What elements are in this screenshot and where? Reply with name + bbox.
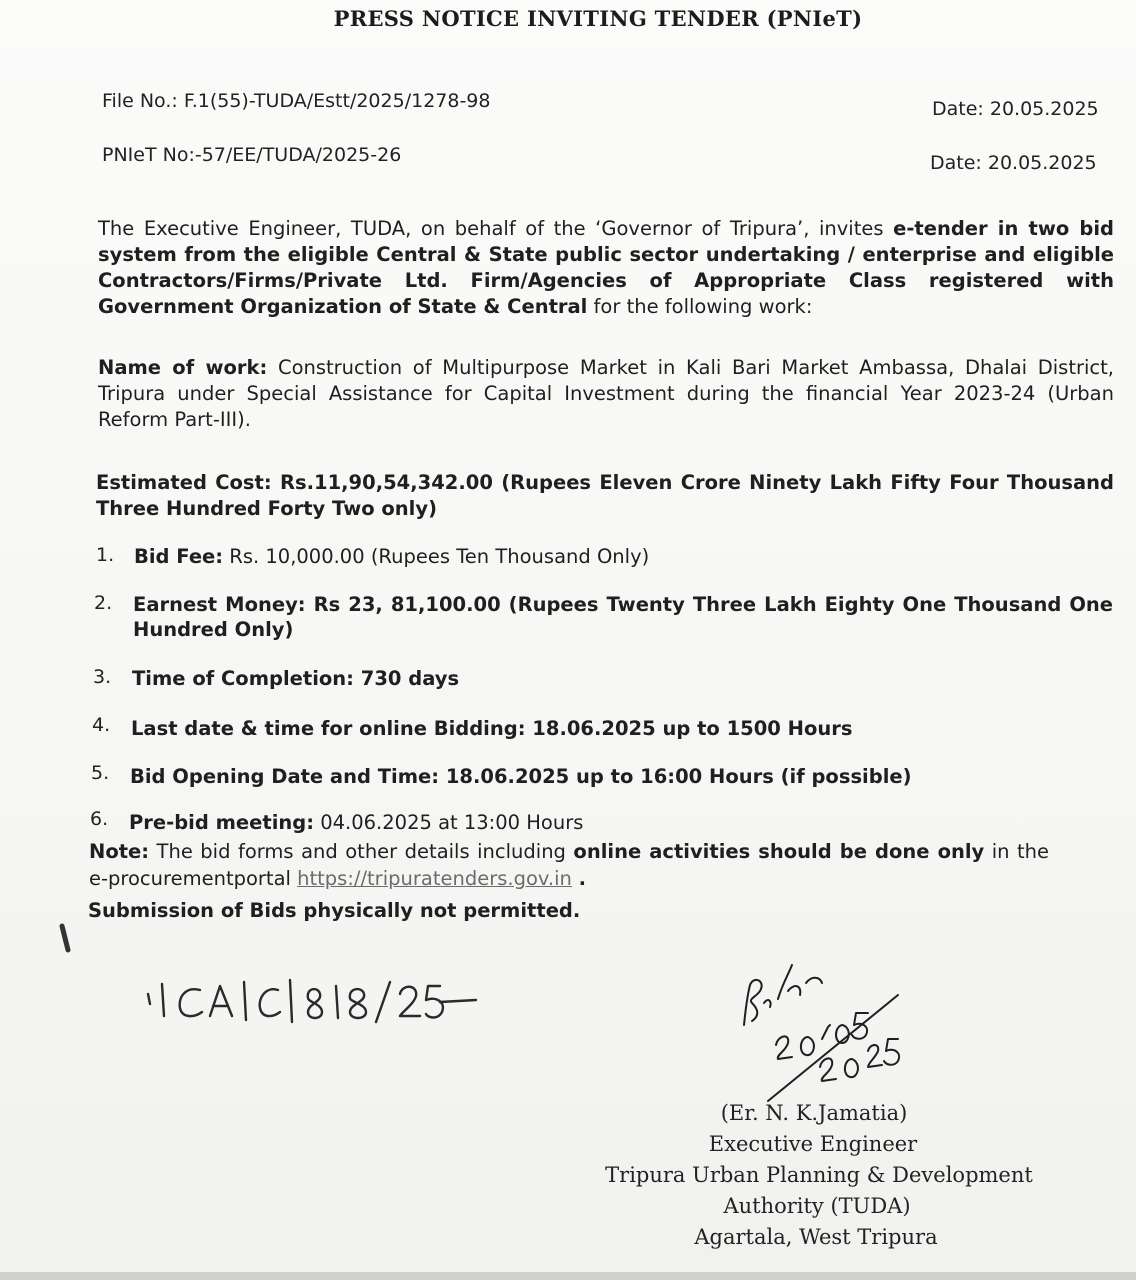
signatory-name: (Er. N. K.Jamatia) bbox=[720, 1101, 908, 1125]
note-bold-text: online activities should be done only bbox=[573, 840, 985, 863]
note-label: Note: bbox=[89, 840, 150, 863]
intro-text-end: for the following work: bbox=[587, 295, 813, 318]
item-number: 4. bbox=[92, 714, 111, 736]
cost-text: Rs.11,90,54,342.00 (Rupees Eleven Crore Ninety Lakh Fifty Four Thousand Three Hundred Forty Two only) bbox=[96, 471, 1114, 520]
signatory-designation: Executive Engineer bbox=[708, 1132, 918, 1156]
item-value: 730 days bbox=[353, 667, 460, 690]
bid-fee bbox=[134, 544, 1114, 569]
last-date-online-bidding bbox=[131, 716, 1111, 741]
item-value: Rs. 10,000.00 (Rupees Ten Thousand Only) bbox=[223, 545, 650, 568]
item-value: Rs 23, 81,100.00 (Rupees Twenty Three Lakh Eighty One Thousand One Hundred Only) bbox=[133, 593, 1114, 641]
handwritten-reference-number bbox=[140, 972, 500, 1032]
bid-opening-date bbox=[130, 764, 1110, 789]
notice-title: PRESS NOTICE INVITING TENDER (PNIeT) bbox=[333, 6, 863, 31]
note-end: . bbox=[571, 867, 587, 890]
item-value: 18.06.2025 up to 1500 Hours bbox=[525, 717, 853, 740]
item-label: Earnest Money: bbox=[133, 593, 306, 616]
file-date: Date: 20.05.2025 bbox=[932, 98, 1099, 120]
note-text: in the e-procurementportal bbox=[89, 840, 1049, 890]
office-location: Agartala, West Tripura bbox=[694, 1225, 938, 1249]
scan-bottom-edge bbox=[0, 1272, 1136, 1280]
time-of-completion bbox=[132, 666, 1112, 691]
work-label: Name of work: bbox=[98, 356, 268, 379]
item-value: 04.06.2025 at 13:00 Hours bbox=[314, 811, 584, 834]
cropped-header-remnant bbox=[440, 0, 960, 2]
estimated-cost bbox=[96, 470, 1114, 522]
intro-text: The Executive Engineer, TUDA, on behalf of the ‘Governor of Tripura’, invites bbox=[98, 217, 894, 240]
item-label: Bid Fee: bbox=[134, 545, 224, 568]
work-text: Construction of Multipurpose Market in Kali Bari Market Ambassa, Dhalai District, Tripura under Special Assistance for Capital Investment during the financial Year 2023-24 (Urban Reform Part-III). bbox=[98, 356, 1114, 431]
file-number: File No.: F.1(55)-TUDA/Estt/2025/1278-98 bbox=[102, 90, 491, 112]
tender-portal-link[interactable]: https://tripuratenders.gov.in bbox=[297, 867, 572, 890]
note-text: The bid forms and other details including bbox=[149, 840, 574, 863]
intro-paragraph bbox=[98, 216, 1114, 320]
item-number: 6. bbox=[90, 808, 109, 830]
work-paragraph bbox=[98, 355, 1114, 433]
item-number: 2. bbox=[94, 592, 113, 614]
earnest-money bbox=[133, 592, 1113, 642]
margin-pen-mark bbox=[56, 922, 76, 956]
item-label: Last date & time for online Bidding: bbox=[131, 717, 526, 740]
pniet-number: PNIeT No:-57/EE/TUDA/2025-26 bbox=[102, 144, 402, 166]
item-value: 18.06.2025 up to 16:00 Hours (if possible) bbox=[439, 765, 912, 788]
signature-with-date bbox=[730, 955, 920, 1105]
submission-note: Submission of Bids physically not permitted. bbox=[88, 899, 581, 922]
organization-line-1: Tripura Urban Planning & Development bbox=[605, 1163, 1033, 1187]
item-label: Bid Opening Date and Time: bbox=[130, 765, 440, 788]
item-number: 1. bbox=[96, 544, 115, 566]
pniet-date: Date: 20.05.2025 bbox=[930, 152, 1097, 174]
item-label: Pre-bid meeting: bbox=[129, 811, 315, 834]
item-label: Time of Completion: bbox=[132, 667, 354, 690]
item-number: 3. bbox=[93, 666, 112, 688]
pre-bid-meeting bbox=[129, 810, 1109, 835]
cost-label: Estimated Cost: bbox=[96, 471, 272, 494]
intro-bold-text: e-tender in two bid system from the eligible Central & State public sector undertaking / enterprise and eligible Contractors/Firms/Private Ltd. Firm/Agencies of Appropriate Class registered with Government Organization of State & Central bbox=[98, 217, 1114, 318]
item-number: 5. bbox=[91, 762, 110, 784]
organization-line-2: Authority (TUDA) bbox=[723, 1194, 911, 1218]
signatory-block bbox=[570, 1098, 1070, 1253]
note-paragraph bbox=[89, 838, 1049, 892]
